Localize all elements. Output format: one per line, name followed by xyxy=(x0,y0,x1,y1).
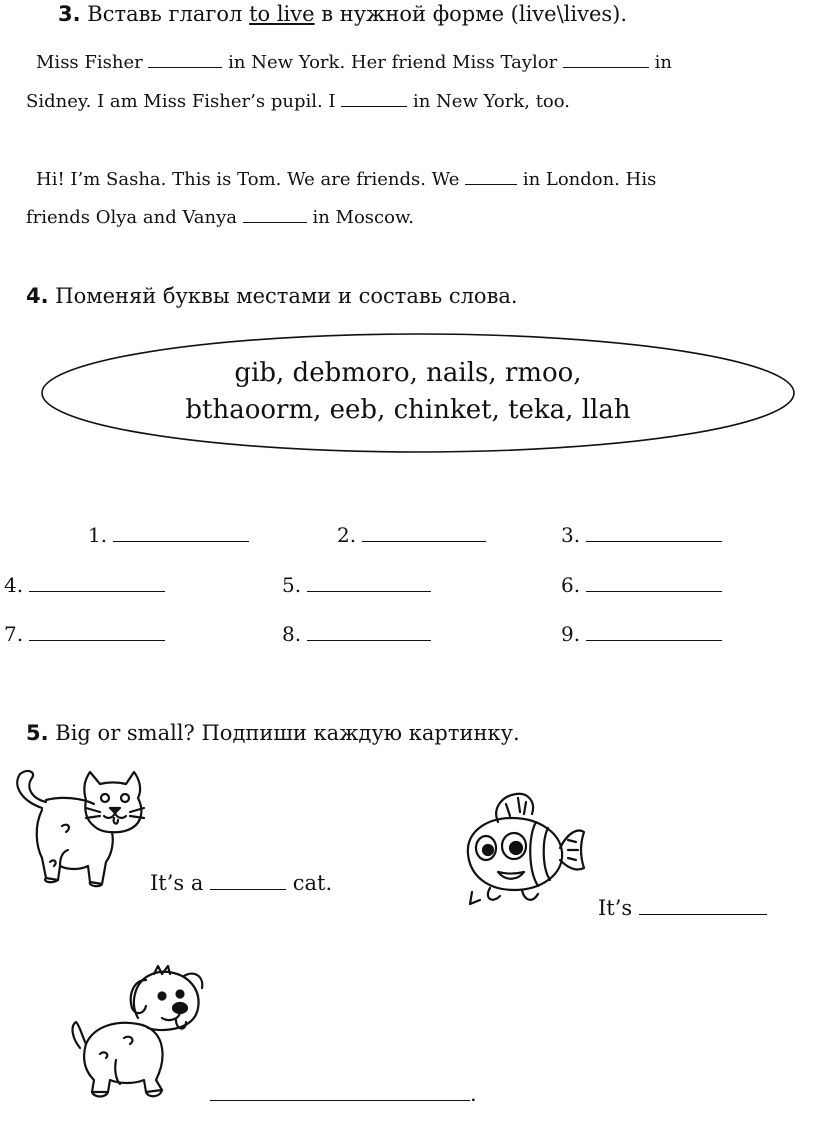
fish-caption-pre: It’s xyxy=(598,896,639,920)
answer-7-label: 7. xyxy=(4,622,24,646)
cat-blank[interactable] xyxy=(210,888,286,890)
answer-4 xyxy=(4,573,165,597)
answer-3-label: 3. xyxy=(561,523,581,547)
answer-7-blank[interactable] xyxy=(29,639,165,641)
answer-2-label: 2. xyxy=(337,523,357,547)
task5-number: 5. xyxy=(26,721,49,745)
text-new-york-taylor: in New York. Her friend Miss Taylor xyxy=(222,52,563,73)
answer-1 xyxy=(88,523,249,547)
answer-9-label: 9. xyxy=(561,622,581,646)
answer-9 xyxy=(561,622,722,646)
fish-blank[interactable] xyxy=(639,913,767,915)
cat-caption xyxy=(150,871,332,895)
scrambled-words-line1: gib, debmoro, nails, rmoo, xyxy=(234,358,582,388)
text-miss-fisher: Miss Fisher xyxy=(36,52,149,73)
answer-7 xyxy=(4,622,165,646)
text-sidney: Sidney. I am Miss Fisher’s pupil. I xyxy=(26,91,342,112)
scrambled-words-line2: bthaoorm, eeb, chinket, teka, llah xyxy=(185,395,631,425)
text-olya-vanya: friends Olya and Vanya xyxy=(26,207,243,228)
answer-3 xyxy=(561,523,722,547)
answer-4-label: 4. xyxy=(4,573,24,597)
task3-number: 3. xyxy=(58,2,81,26)
dog-blank[interactable] xyxy=(210,1099,470,1101)
fish-icon xyxy=(462,792,586,912)
answer-2-blank[interactable] xyxy=(362,540,486,542)
answer-3-blank[interactable] xyxy=(586,540,722,542)
answer-8-blank[interactable] xyxy=(307,639,431,641)
text-london: in London. His xyxy=(517,169,657,190)
answer-5-blank[interactable] xyxy=(307,590,431,592)
task3-title-post: в нужной форме (live\lives). xyxy=(314,2,628,26)
answer-5-label: 5. xyxy=(282,573,302,597)
text-too: in New York, too. xyxy=(407,91,571,112)
dog-caption-post: . xyxy=(470,1082,477,1106)
cat-caption-post: cat. xyxy=(286,871,333,895)
task5-title-text: Big or small? Подпиши каждую картинку. xyxy=(55,721,520,745)
answer-6-label: 6. xyxy=(561,573,581,597)
text-moscow: in Moscow. xyxy=(306,207,414,228)
task3-title-verb: to live xyxy=(249,2,315,26)
text-sasha: Hi! I’m Sasha. This is Tom. We are friends. We xyxy=(36,169,466,190)
task5-title xyxy=(26,721,520,745)
task4-number: 4. xyxy=(26,284,49,308)
answer-8-label: 8. xyxy=(282,622,302,646)
answer-6 xyxy=(561,573,722,597)
answer-1-label: 1. xyxy=(88,523,108,547)
answer-4-blank[interactable] xyxy=(29,590,165,592)
answer-2 xyxy=(337,523,486,547)
task3-title-pre: Вставь глагол xyxy=(87,2,250,26)
answer-9-blank[interactable] xyxy=(586,639,722,641)
answer-8 xyxy=(282,622,431,646)
dog-icon xyxy=(64,964,214,1104)
fish-caption xyxy=(598,896,767,920)
answer-1-blank[interactable] xyxy=(113,540,249,542)
dog-caption xyxy=(210,1082,477,1106)
text-in: in xyxy=(648,52,672,73)
answer-6-blank[interactable] xyxy=(586,590,722,592)
task4-title-text: Поменяй буквы местами и составь слова. xyxy=(55,284,518,308)
cat-caption-pre: It’s a xyxy=(150,871,211,895)
answer-5 xyxy=(282,573,431,597)
cat-icon xyxy=(2,766,152,891)
